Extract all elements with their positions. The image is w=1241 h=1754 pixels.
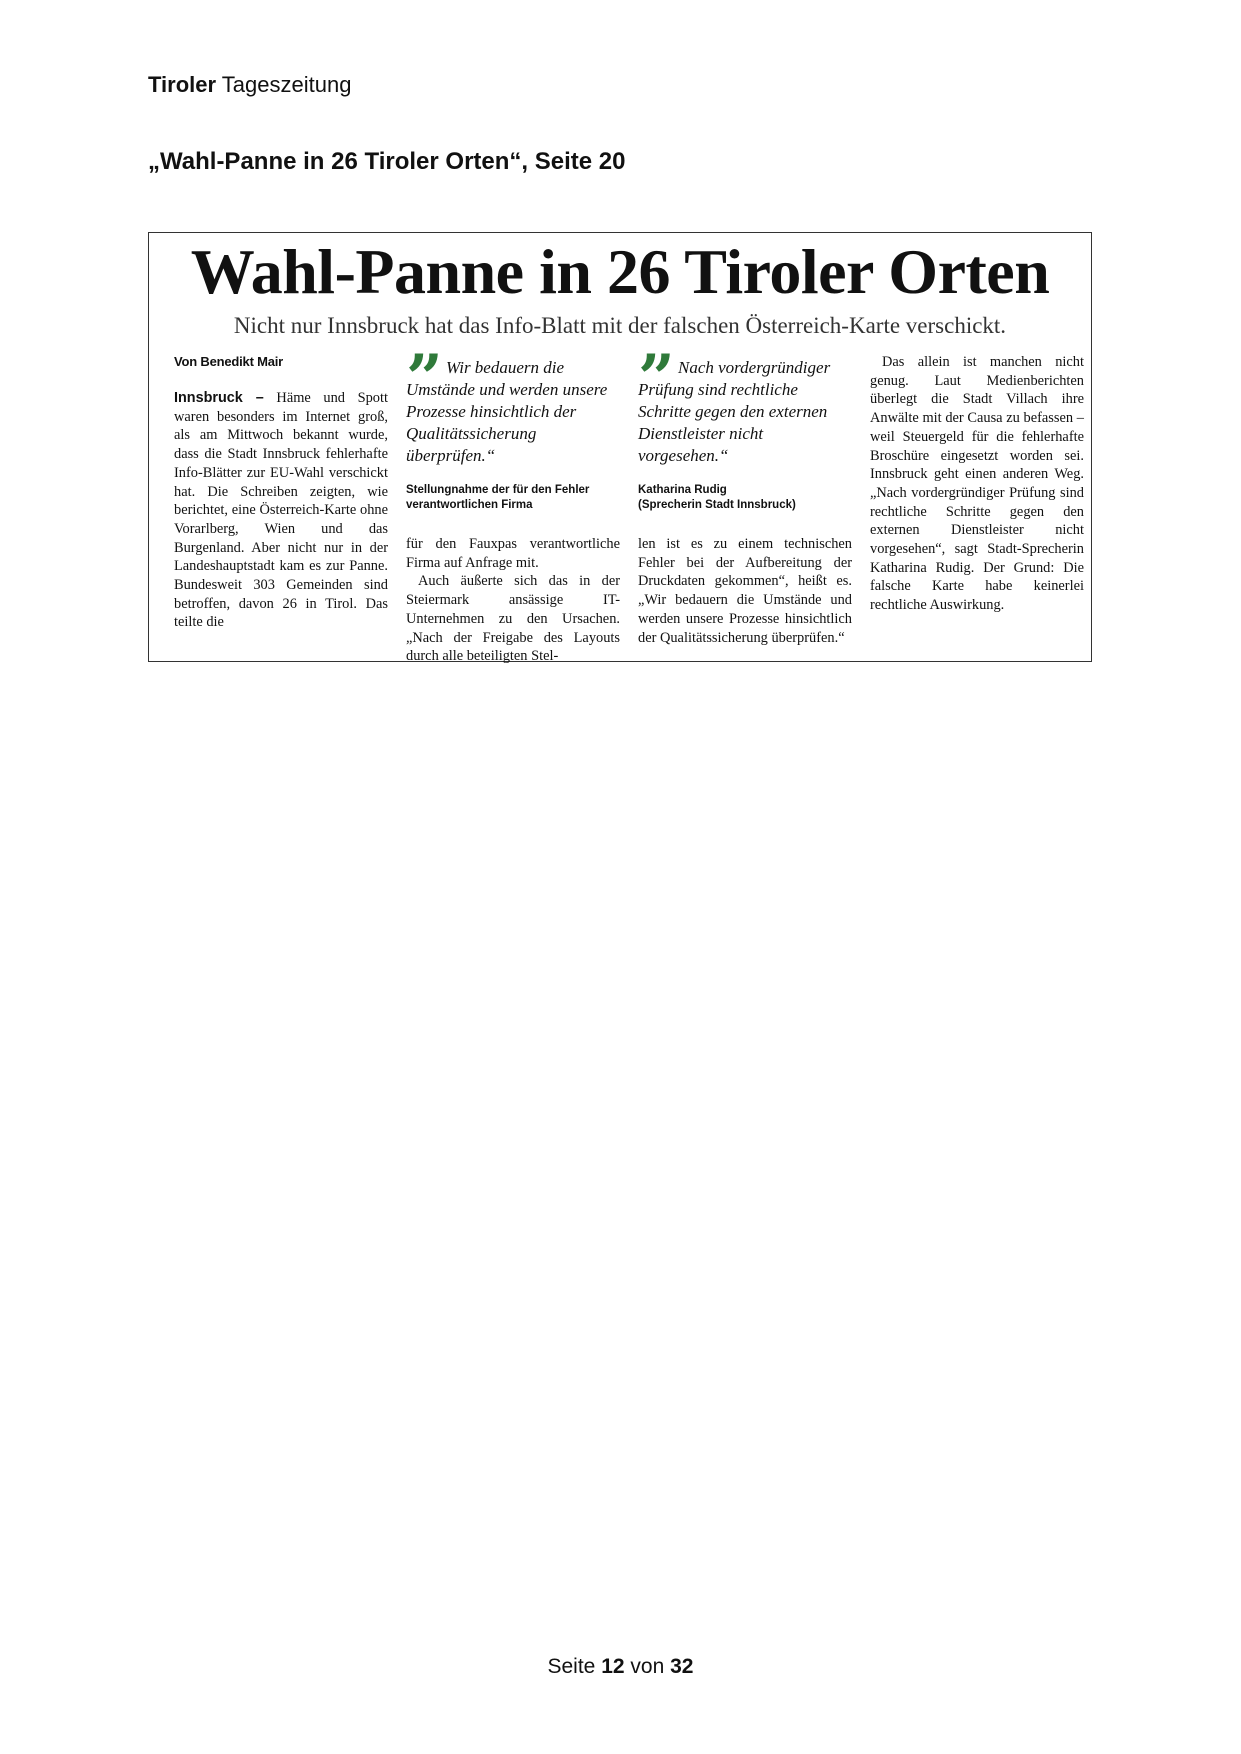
article-byline: Von Benedikt Mair (174, 354, 284, 369)
publication-name-rest: Tageszeitung (221, 72, 352, 97)
page-footer (0, 1655, 1241, 1679)
pull-quote-2 (638, 341, 852, 535)
document-title: „Wahl-Panne in 26 Tiroler Orten“, Seite 20 (148, 148, 626, 175)
article-column-1 (174, 353, 388, 632)
article-column-4 (870, 353, 1084, 615)
quote-mark-icon: ” (406, 341, 443, 416)
current-page-number: 12 (601, 1655, 625, 1678)
publication-name-bold: Tiroler (148, 72, 217, 97)
column-1-text: Häme und Spott waren besonders im Internet groß, als am Mittwoch bekannt wurde, dass die Stadt Innsbruck fehlerhafte Info-Blätter zur EU-Wahl verschickt hat. Die Schreiben zeigten, wie berichtet, eine Österreich-Karte ohne Vorarlberg, Wien und das Burgenland. Aber nicht nur in der Landeshauptstadt kam es zur Panne. Bundesweit 303 Gemeinden sind betroffen, davon 26 in Tirol. Das teilte die (174, 390, 388, 631)
quote-mark-icon: ” (638, 341, 675, 416)
total-page-count: 32 (670, 1655, 694, 1678)
publication-header (148, 72, 351, 98)
footer-middle: von (630, 1655, 665, 1678)
article-column-3 (638, 341, 852, 647)
pull-quote-2-source-name: Katharina Rudig (638, 484, 727, 496)
article-subheadline: Nicht nur Innsbruck hat das Info-Blatt mit der falschen Österreich-Karte verschickt. (233, 313, 1007, 338)
lead-location: Innsbruck – (174, 390, 264, 406)
pull-quote-2-source-role: (Sprecherin Stadt Innsbruck) (638, 499, 796, 511)
article-column-2 (406, 341, 620, 666)
footer-prefix: Seite (547, 1655, 596, 1678)
column-4-text: Das allein ist manchen nicht genug. Laut Medienberichten überlegt die Stadt Villach ihre Anwälte mit der Causa zu befassen – weil Steuergeld für die fehlerhafte Broschüre eingesetzt worden sei. Innsbruck geht einen anderen Weg. „Nach vordergründiger Prüfung sind rechtliche Schritte gegen den externen Dienstleister nicht vorgesehen“, sagt Stadt-Sprecherin Katharina Rudig. Der Grund: Die falsche Karte habe keinerlei rechtliche Auswirkung. (870, 354, 1084, 614)
column-2-text-b: Auch äußerte sich das in der Steiermark ansässige IT-Unternehmen zu den Ursachen. „Nach der Freigabe des Layouts durch alle beteiligten Stel- (406, 573, 620, 665)
column-3-text: len ist es zu einem technischen Fehler bei der Aufbereitung der Druckdaten gekommen“, heißt es. „Wir bedauern die Umstände und werden unsere Prozesse hinsichtlich der Qualitätssicherung überprüfen.“ (638, 536, 852, 646)
pull-quote-2-text: Nach vordergründiger Prüfung sind rechtliche Schritte gegen den externen Dienstleister nicht vorgesehen.“ (638, 358, 831, 465)
column-2-text-a: für den Fauxpas verantwortliche Firma auf Anfrage mit. (406, 536, 620, 571)
article-headline: Wahl-Panne in 26 Tiroler Orten (190, 236, 1050, 307)
pull-quote-2-source (638, 483, 852, 513)
pull-quote-1-source: Stellungnahme der für den Fehler verantwortlichen Firma (406, 484, 590, 511)
newspaper-clipping (148, 232, 1092, 665)
pull-quote-1-text: Wir bedauern die Umstände und werden unsere Prozesse hinsichtlich der Qualitätssicherung überprüfen.“ (406, 358, 608, 465)
pull-quote-1 (406, 341, 620, 535)
